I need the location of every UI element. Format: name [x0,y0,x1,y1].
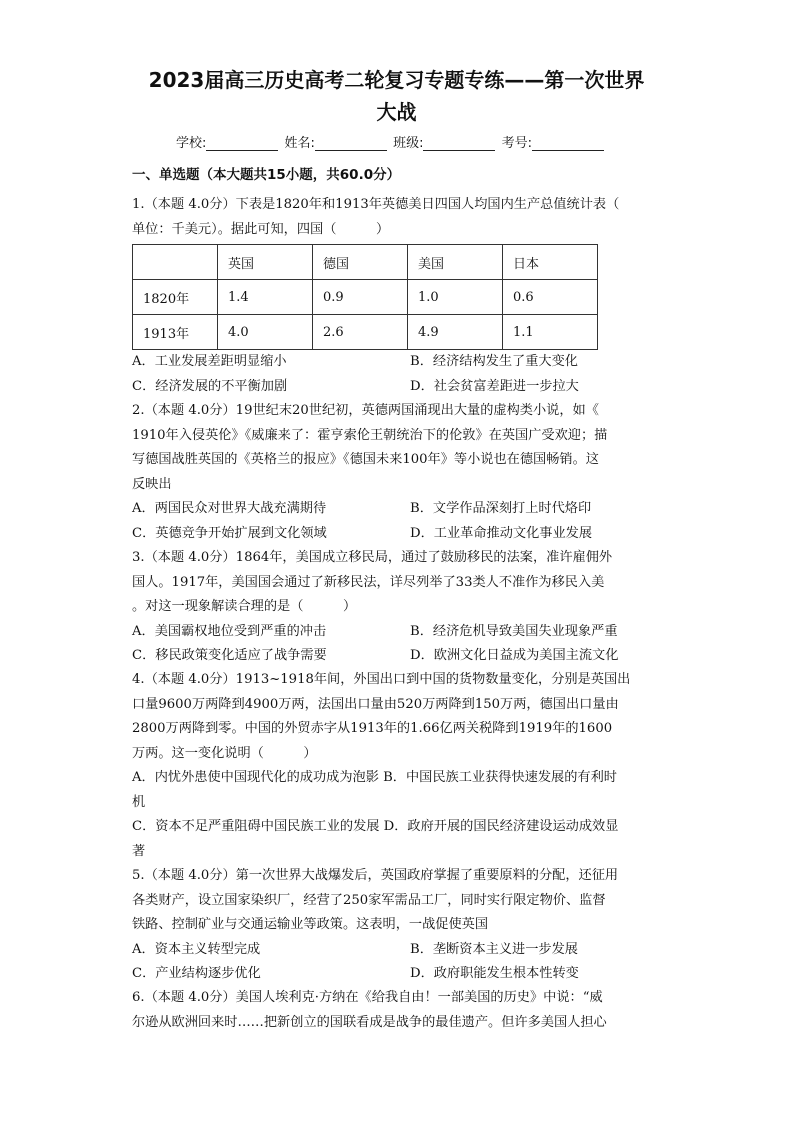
option-b[interactable]: B．垄断资本主义进一步发展 [410,941,578,957]
table-header-row [133,245,598,280]
name-label: 姓名: [284,136,315,151]
gdp-table [132,244,598,350]
class-blank[interactable] [423,136,495,151]
option-d[interactable]: D．社会贫富差距进一步拉大 [410,378,579,394]
question-line: 铁路、控制矿业与交通运输业等政策。这表明，一战促使英国 [132,917,489,932]
option-a[interactable]: A．两国民众对世界大战充满期待 [132,501,327,516]
table-cell: 1.0 [408,280,503,315]
option-a[interactable]: A．工业发展差距明显缩小 [132,354,287,369]
question-line: 单位：千美元）。据此可知，四国（ ） [132,221,390,237]
option-b[interactable]: B．文学作品深刻打上时代烙印 [410,501,592,516]
option-line[interactable]: 机 [132,794,146,810]
question-6 [132,986,672,1035]
table-cell: 日本 [503,245,598,280]
question-line: 3.（本题 4.0分）1864年，美国成立移民局，通过了鼓励移民的法案，准许雇佣外 [132,550,613,565]
option-d[interactable]: D．政府职能发生根本性转变 [410,966,579,981]
question-line: 。对这一现象解读合理的是（ ） [132,599,357,614]
option-a[interactable]: A．美国霸权地位受到严重的冲击 [132,623,327,639]
question-line: 2.（本题 4.0分）19世纪末20世纪初，英德两国涌现出大量的虚构类小说，如《 [132,403,599,418]
section-heading: 一、单选题（本大题共15小题，共60.0分） [132,167,401,183]
question-line: 各类财产，设立国家染织厂，经营了250家军需品工厂，同时实行限定物价、监督 [132,892,606,908]
table-cell: 英国 [218,245,313,280]
student-info-row [176,132,636,151]
table-cell: 0.6 [503,280,598,315]
option-line[interactable]: A．内忧外患使中国现代化的成功成为泡影 B．中国民族工业获得快速发展的有利时 [132,770,617,785]
question-line: 写德国战胜英国的《英格兰的报应》《德国未来100年》等小说也在德国畅销。这 [132,452,599,467]
option-c[interactable]: C．产业结构逐步优化 [132,966,261,981]
option-c[interactable]: C．经济发展的不平衡加剧 [132,378,288,394]
option-b[interactable]: B．经济危机导致美国失业现象严重 [410,623,618,639]
exam-number-blank[interactable] [532,136,604,151]
table-cell: 4.9 [408,315,503,350]
table-cell: 1.4 [218,280,313,315]
table-cell: 2.6 [313,315,408,350]
table-cell: 0.9 [313,280,408,315]
table-cell: 1820年 [133,280,218,315]
question-line: 5.（本题 4.0分）第一次世界大战爆发后，英国政府掌握了重要原料的分配，还征用 [132,868,619,883]
option-line[interactable]: 著 [132,843,146,859]
question-line: 国人。1917年，美国国会通过了新移民法，详尽列举了33类人不准作为移民入美 [132,574,605,590]
school-label: 学校: [176,136,207,151]
school-blank[interactable] [206,136,278,151]
option-a[interactable]: A．资本主义转型完成 [132,941,261,957]
title-line-1: 2023届高三历史高考二轮复习专题专练——第一次世界 [148,68,645,92]
option-d[interactable]: D．工业革命推动文化事业发展 [410,525,593,541]
title-line-2: 大战 [376,100,417,124]
question-line: 1.（本题 4.0分）下表是1820年和1913年英德美日四国人均国内生产总值统计表（ [132,197,620,212]
table-row [133,280,598,315]
page-title [120,64,673,128]
question-line: 万两。这一变化说明（ ） [132,745,317,761]
name-blank[interactable] [315,136,387,151]
table-cell: 德国 [313,245,408,280]
question-1-options [132,350,672,399]
table-cell: 美国 [408,245,503,280]
table-cell: 1.1 [503,315,598,350]
option-c[interactable]: C．英德竞争开始扩展到文化领域 [132,525,327,541]
table-row [133,315,598,350]
question-3 [132,546,672,669]
class-label: 班级: [393,136,424,151]
option-b[interactable]: B．经济结构发生了重大变化 [410,354,578,369]
question-1 [132,193,672,242]
table-cell: 4.0 [218,315,313,350]
option-line[interactable]: C．资本不足严重阻碍中国民族工业的发展 D．政府开展的国民经济建设运动成效显 [132,819,619,834]
question-line: 1910年入侵英伦》《威廉来了：霍亨索伦王朝统治下的伦敦》在英国广受欢迎；描 [132,427,608,443]
question-line: 6.（本题 4.0分）美国人埃利克·方纳在《给我自由！一部美国的历史》中说：“威 [132,990,603,1005]
question-4 [132,668,672,864]
question-line: 反映出 [132,476,172,492]
question-line: 口量9600万两降到4900万两，法国出口量由520万两降到150万两，德国出口量由 [132,696,619,712]
question-5 [132,864,672,987]
question-2 [132,399,672,546]
question-line: 2800万两降到零。中国的外贸赤字从1913年的1.66亿两关税降到1919年的1600 [132,721,613,736]
exam-number-label: 考号: [501,136,532,151]
question-line: 4.（本题 4.0分）1913~1918年间，外国出口到中国的货物数量变化，分别是英国出 [132,672,631,687]
option-d[interactable]: D．欧洲文化日益成为美国主流文化 [410,648,619,663]
question-line: 尔逊从欧洲回来时……把新创立的国联看成是战争的最佳遗产。但许多美国人担心 [132,1014,607,1030]
table-cell: 1913年 [133,315,218,350]
option-c[interactable]: C．移民政策变化适应了战争需要 [132,648,327,663]
table-cell [133,245,218,280]
